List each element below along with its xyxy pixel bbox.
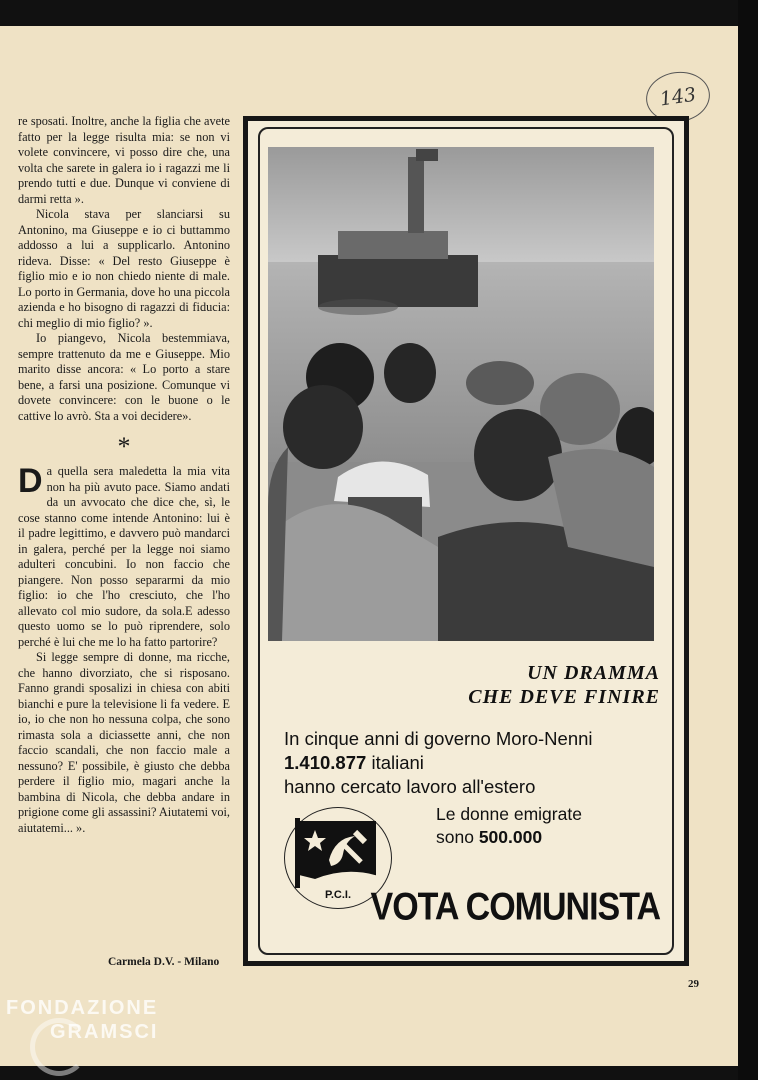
emigrants-photo (268, 147, 654, 641)
signature: Carmela D.V. - Milano (108, 956, 220, 968)
section-separator: * (117, 432, 131, 461)
advertisement (243, 116, 689, 966)
article-paragraph (18, 464, 230, 650)
watermark-line-1: FONDAZIONE (6, 997, 159, 1019)
women-emigrants-count: 500.000 (478, 827, 543, 847)
handwritten-page-number: 143 (643, 68, 713, 126)
emigrants-count: 1.410.877 (284, 752, 367, 773)
ad-line-prefix: sono (436, 827, 479, 847)
ad-headline-line-2: CHE DEVE FINIRE (468, 686, 660, 708)
ad-line (436, 826, 582, 849)
ad-headline (468, 661, 660, 709)
ad-line: hanno cercato lavoro all'estero (284, 776, 536, 797)
drop-cap: D (18, 462, 43, 500)
ad-line-rest: italiani (366, 752, 424, 773)
ad-line (284, 751, 593, 775)
ad-women-statistics (436, 803, 582, 849)
emigrants-photo-illustration (268, 147, 654, 641)
watermark-line-2: GRAMSCI (50, 1021, 159, 1043)
watermark-logo-icon (30, 1018, 88, 1076)
pci-logo-label: P.C.I. (324, 889, 352, 901)
ad-line: In cinque anni di governo Moro-Nenni (284, 728, 593, 749)
article-column (18, 114, 230, 836)
ad-headline-line-1: UN DRAMMA (527, 662, 660, 684)
ship-hull (318, 255, 478, 307)
page-number: 29 (688, 978, 699, 990)
vote-slogan: VOTA COMUNISTA (370, 885, 660, 929)
ad-line: Le donne emigrate (436, 804, 582, 824)
flagpole-icon (295, 818, 300, 888)
article-paragraph: Si legge sempre di donne, ma ricche, che hanno divorziato, che si risposano. Fanno grandi sposalizi in chiesa con abiti bianchi e pure la televisione li fa vedere. E io, io che non ho nessuna colpa, che sono rimasta sola a diciassette anni, che non faccio scandali, che non faccio male a nessuno? E' possibile, è giusto che debba perdere il figlio mio, magari anche la bambina di Nicola, che debba andare in prigione come gli assassini? Aiutatemi voi, aiutatemi... ». (18, 650, 230, 835)
ad-statistics (284, 727, 593, 799)
page-spine (738, 0, 758, 1080)
article-paragraph: Io piangevo, Nicola bestemmiava, sempre trattenuto da me e Giuseppe. Mio marito disse ancora: « Lo porto a stare bene, a farsi una posizione. Comunque vi dovete convincere: con le buone o le cattive lo avrò. Sta a voi decidere». (18, 331, 230, 423)
article-paragraph-text: a quella sera maledetta la mia vita non ha più avuto pace. Siamo andati da un avvocato che dice che, sì, le cose stanno come intende Antonino: lui è il padre legittimo, e davvero può mandarci in galera, perché per la legge noi siamo adulteri concubini. Io non faccio che piangere. Non posso separarmi da mio figlio: io che l'ho cresciuto, che l'ho allevato col mio sudore, da sola.E adesso questo uomo se lo può riprendere, solo perché è lui che me lo ha fatto partorire? (18, 464, 230, 649)
article-paragraph: Nicola stava per slanciarsi su Antonino, ma Giuseppe e io ci buttammo addosso a lui a supplicarlo. Antonino rideva. Disse: « Del resto Giuseppe è figlio mio e io non chiedo niente di male. Lo porto in Germania, dove ho una piccola azienda e ho bisogno di ragazzi di fiducia: chi meglio di mio figlio? ». (18, 207, 230, 330)
article-paragraph: re sposati. Inoltre, anche la figlia che avete fatto per la legge risulta mia: se non vi volete convincere, vi posso dire che, una volta che sarete in galera io i ragazzi me li prendo tutti e due. Dunque vi conviene di darmi retta ». (18, 114, 230, 206)
